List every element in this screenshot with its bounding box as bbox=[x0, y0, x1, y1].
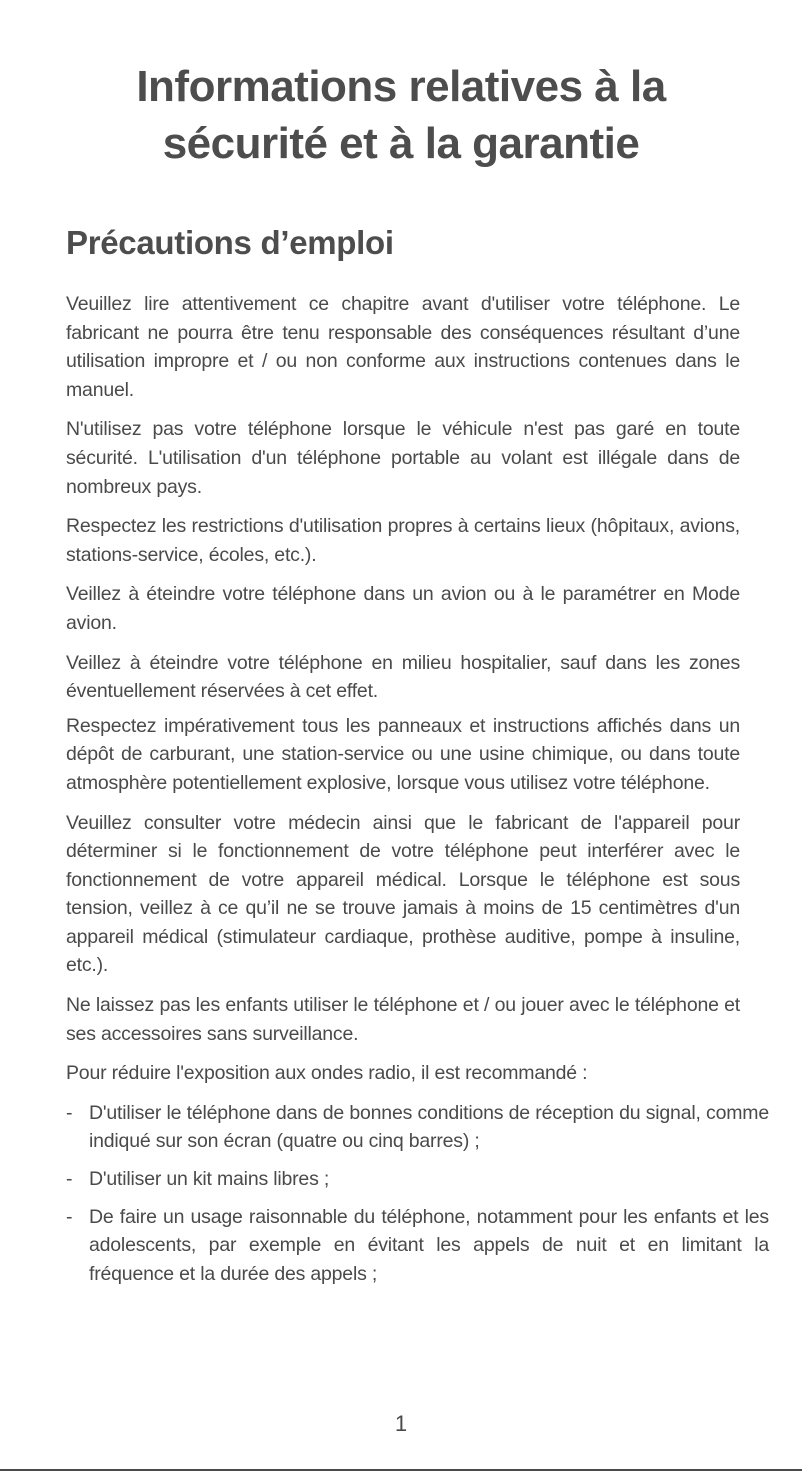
list-item-text: D'utiliser un kit mains libres ; bbox=[89, 1168, 330, 1191]
paragraph-explosive: Respectez impérativement tous les panneaux et instructions affichés dans un dépôt de carburant, une station-service ou une usine chimique, ou dans toute atmosphère potentiellement explosive, lorsque vous utilisez votre téléphone. bbox=[66, 714, 740, 794]
paragraph-intro: Veuillez lire attentivement ce chapitre avant d'utiliser votre téléphone. Le fabricant ne pourra être tenu responsable des conséquences résultant d’une utilisation impropre et / ou non conforme aux instructions contenues dans le manuel. bbox=[66, 293, 740, 401]
page-title-line-2: sécurité et à la garantie bbox=[162, 119, 640, 168]
list-item bbox=[66, 1099, 769, 1156]
list-item bbox=[66, 1203, 769, 1289]
page-title-line-1: Informations relatives à la bbox=[136, 62, 666, 111]
paragraph-driving: N'utilisez pas votre téléphone lorsque le véhicule n'est pas garé en toute sécurité. L'utilisation d'un téléphone portable au volant est illégale dans de nombreux pays. bbox=[66, 418, 740, 498]
list-item-text: D'utiliser le téléphone dans de bonnes conditions de réception du signal, comme indiqué sur son écran (quatre ou cinq barres) ; bbox=[89, 1101, 769, 1153]
paragraph-children: Ne laissez pas les enfants utiliser le téléphone et / ou jouer avec le téléphone et ses accessoires sans surveillance. bbox=[66, 994, 740, 1045]
paragraph-restrictions: Respectez les restrictions d'utilisation propres à certains lieux (hôpitaux, avions, stations-service, écoles, etc.). bbox=[66, 515, 740, 566]
list-item bbox=[66, 1165, 769, 1194]
list-item-text: De faire un usage raisonnable du téléphone, notamment pour les enfants et les adolescents, par exemple en évitant les appels de nuit et en limitant la fréquence et la durée des appels ; bbox=[89, 1205, 769, 1285]
paragraph-radio-exposure: Pour réduire l'exposition aux ondes radio, il est recommandé : bbox=[66, 1062, 588, 1085]
page-title bbox=[0, 58, 802, 172]
document-body bbox=[66, 290, 769, 1297]
section-title: Précautions d’emploi bbox=[66, 224, 394, 261]
bullet-dash: - bbox=[66, 1101, 73, 1124]
paragraph-hospital: Veillez à éteindre votre téléphone en milieu hospitalier, sauf dans les zones éventuellement réservées à cet effet. bbox=[66, 651, 740, 703]
bullet-dash: - bbox=[66, 1168, 73, 1191]
bullet-dash: - bbox=[66, 1205, 73, 1228]
paragraph-medical: Veuillez consulter votre médecin ainsi que le fabricant de l'appareil pour déterminer si le fonctionnement de votre téléphone peut interférer avec le fonctionnement de votre appareil médical. Lorsque le téléphone est sous tension, veillez à ce qu’il ne se trouve jamais à moins de 15 centimètres d'un appareil médical (stimulateur cardiaque, prothèse auditive, pompe à insuline, etc.). bbox=[66, 811, 740, 977]
paragraph-airplane: Veillez à éteindre votre téléphone dans un avion ou à le paramétrer en Mode avion. bbox=[66, 583, 740, 634]
page-number: 1 bbox=[394, 1411, 408, 1436]
